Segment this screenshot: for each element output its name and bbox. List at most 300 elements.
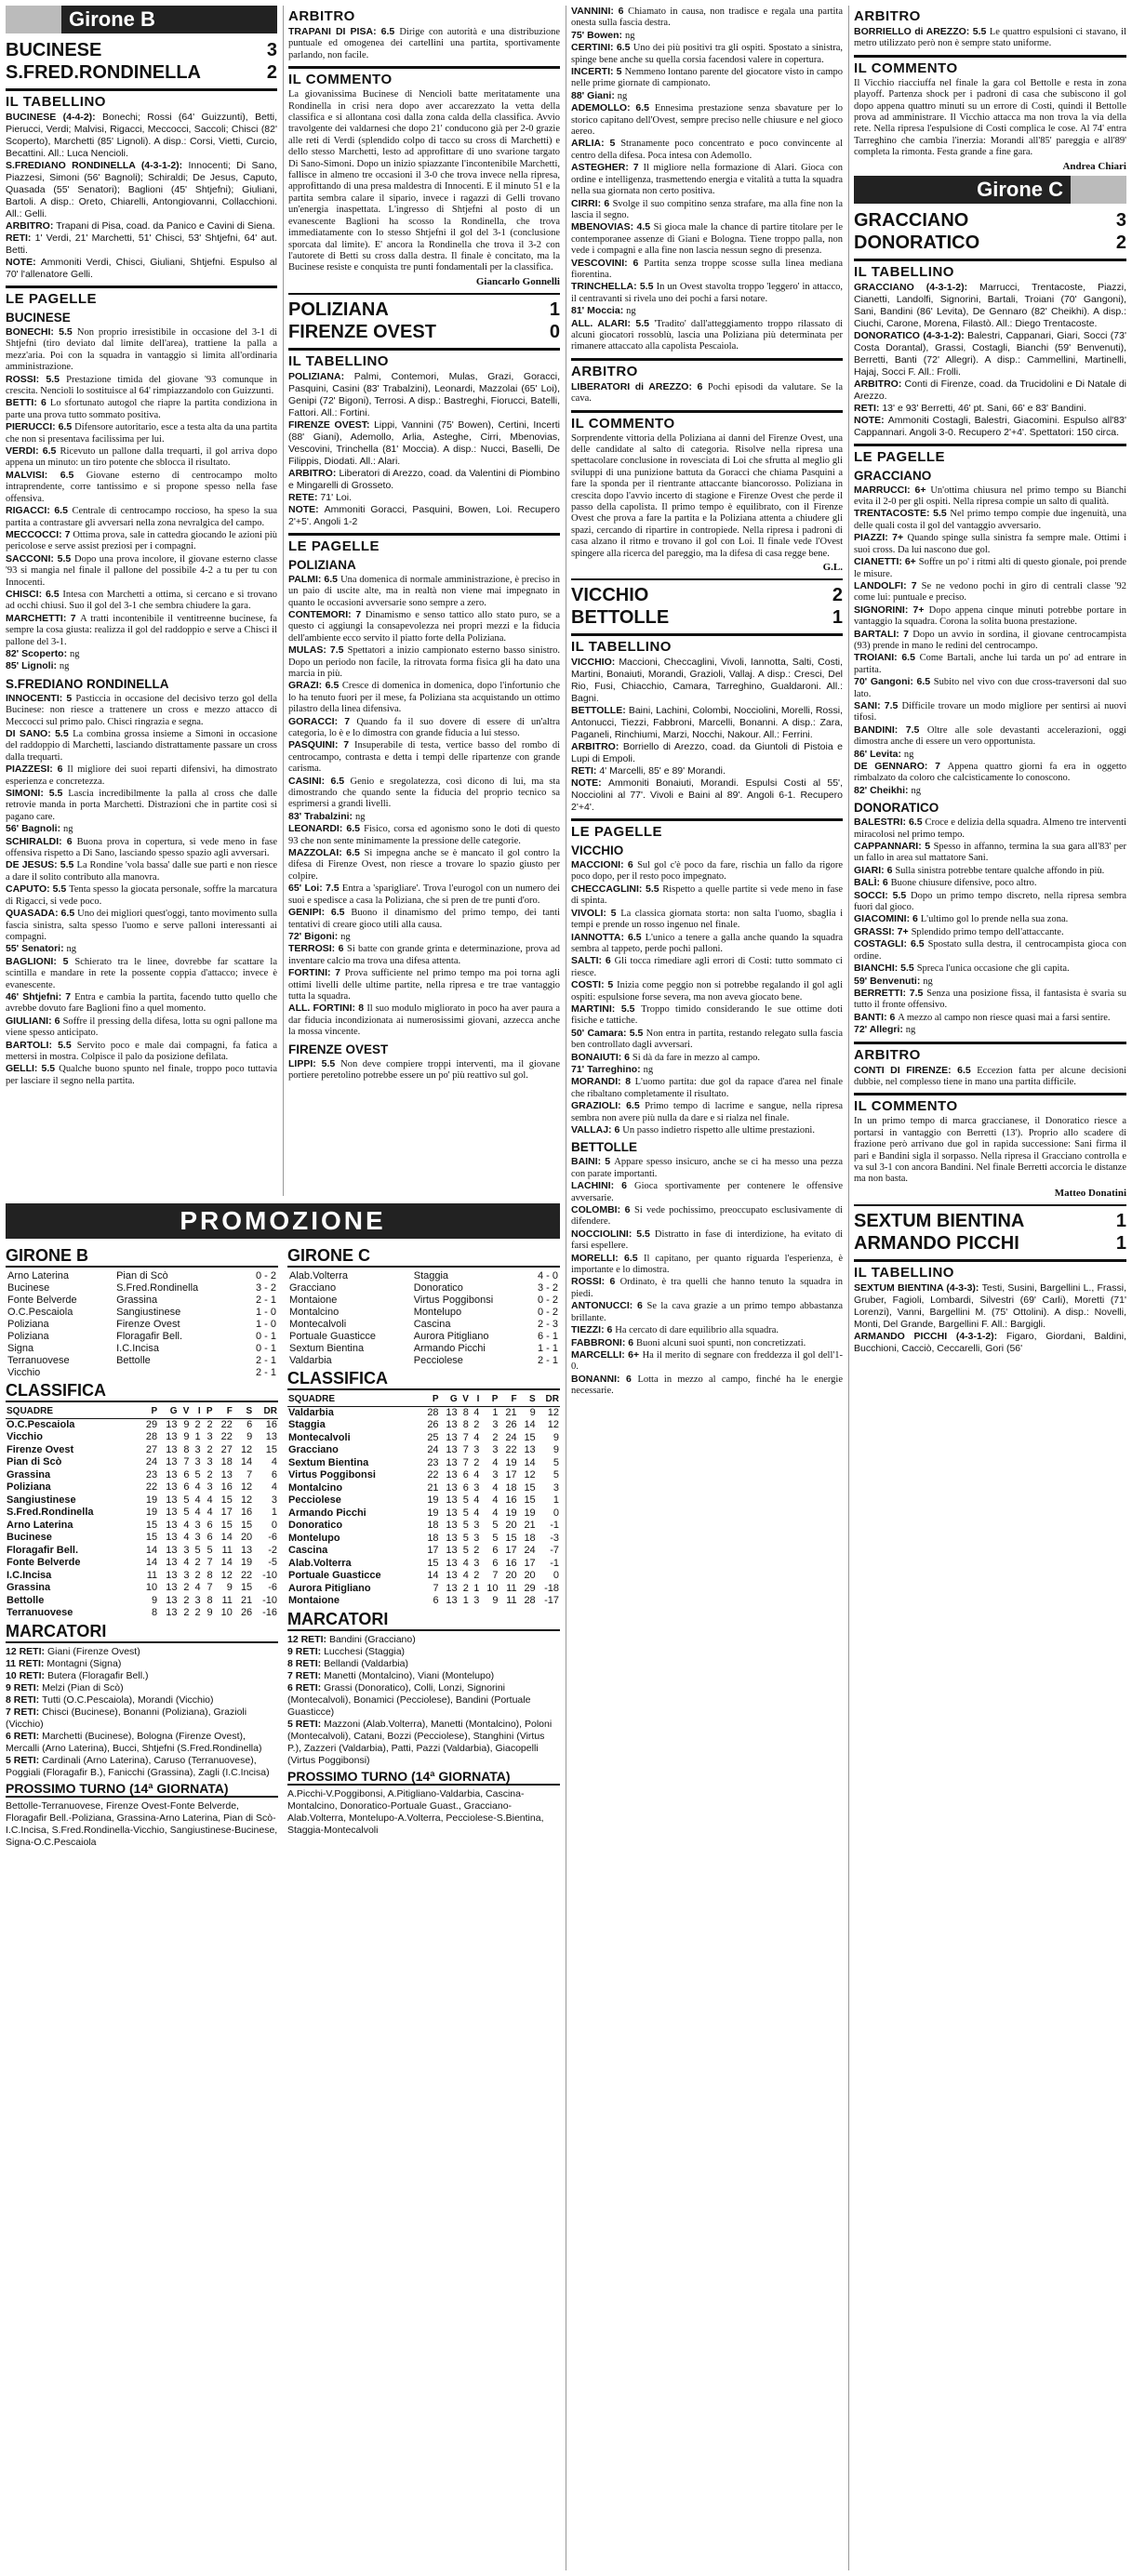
table-cell: Gracciano bbox=[289, 1282, 337, 1294]
results-table bbox=[6, 1270, 278, 1379]
team-heading: POLIZIANA bbox=[288, 557, 356, 572]
table-cell: 14 bbox=[240, 1456, 253, 1467]
column-header: V bbox=[459, 1393, 470, 1406]
entry-text: Spettatori a inizio campionato esterno basso sinistro. Dopo un periodo non facile, la ritrovata forma fisica gli ha dato una marcia in più. bbox=[288, 645, 560, 679]
table-cell: 11 bbox=[221, 1594, 233, 1606]
arbitro-text bbox=[854, 26, 1126, 50]
table-cell: 13 bbox=[446, 1406, 458, 1418]
table-row bbox=[6, 1469, 278, 1482]
table-cell: 8 bbox=[152, 1607, 158, 1618]
table-cell: 4 - 0 bbox=[537, 1270, 558, 1281]
entry bbox=[854, 761, 1126, 785]
entry-text: L'ultimo gol lo prende nella sua zona. bbox=[920, 914, 1069, 925]
commento-heading: IL COMMENTO bbox=[571, 410, 843, 432]
entry-label: NOTE: bbox=[854, 414, 888, 426]
entry bbox=[854, 508, 1126, 532]
table-cell: 3 bbox=[492, 1444, 499, 1455]
table-cell: 23 bbox=[145, 1468, 158, 1481]
entry-text: Sul gol c'è poco da fare, rischia un fallo da rigore poco dopo, per il resto poco impegnato. bbox=[571, 860, 843, 883]
entry-label: CAPPANNARI: 5 bbox=[854, 841, 934, 853]
table-cell: 12 bbox=[240, 1494, 253, 1506]
entry-text: Tutti (O.C.Pescaiola), Morandi (Vicchio) bbox=[42, 1693, 214, 1706]
table-cell: 3 - 2 bbox=[537, 1282, 558, 1294]
entry bbox=[854, 330, 1126, 378]
entry-label: CONTEMORI: 7 bbox=[288, 608, 366, 620]
entry bbox=[6, 648, 277, 660]
entry-text: Tenta spesso la giocata personale, soffre la marcatura di Rigacci, si vede poco. bbox=[6, 884, 277, 907]
entry bbox=[6, 1040, 277, 1064]
entry-label: 72' Bigoni: bbox=[288, 930, 341, 942]
table-row bbox=[287, 1432, 560, 1445]
entry-label: GRACCIANO (4-3-1-2): bbox=[854, 281, 980, 293]
table-cell: Valdarbia bbox=[288, 1406, 334, 1418]
table-cell: 13 bbox=[446, 1520, 458, 1531]
table-cell: I.C.Incisa bbox=[7, 1569, 52, 1581]
entry bbox=[854, 841, 1126, 865]
table-cell: 5 bbox=[553, 1469, 559, 1481]
newspaper-page bbox=[6, 6, 1126, 2570]
entry bbox=[288, 609, 560, 644]
table-cell: 15 bbox=[220, 1494, 233, 1506]
entry bbox=[571, 318, 843, 353]
entry-label: BETTI: 6 bbox=[6, 397, 50, 409]
table-cell: Sangiustinese bbox=[7, 1494, 76, 1506]
results-table bbox=[287, 1270, 560, 1367]
entry bbox=[571, 381, 843, 405]
entry-text: Ennesima prestazione senza sbavature per lo storico capitano dell'Ovest, sempre preciso nelle chiusure e nel gioco aereo. bbox=[571, 103, 843, 138]
entry-text: Butera (Floragafir Bell.) bbox=[47, 1669, 149, 1681]
table-cell: 13 bbox=[265, 1431, 277, 1442]
promozione-banner: PROMOZIONE bbox=[6, 1203, 560, 1239]
table-cell: 3 bbox=[194, 1519, 201, 1531]
table-cell: 15 bbox=[524, 1494, 536, 1506]
table-cell: -6 bbox=[268, 1582, 277, 1593]
entry-text: Baini, Lachini, Colombi, Nocciolini, Morelli, Rossi, Antonucci, Tiezzi, Fabbroni, Marcelli, Bonanni. A disp.: Zara, Paganeli, Rinchiumi, Marzi, Nocchi, Nakour. All.: Ferrini. bbox=[571, 705, 843, 741]
entry bbox=[288, 492, 560, 504]
table-cell: 2 bbox=[194, 1557, 201, 1568]
table-row bbox=[6, 1319, 278, 1331]
table-cell: 25 bbox=[427, 1431, 439, 1443]
entry-text: Genio e sregolatezza, così dicono di lui, ma sta dimostrando che quando sente la fiducia del proprio tecnico sa esprimersi a grandi livelli. bbox=[288, 776, 560, 810]
entry bbox=[6, 553, 277, 589]
table-cell: 7 bbox=[206, 1557, 213, 1568]
table-row bbox=[6, 1557, 278, 1570]
table-row bbox=[6, 1444, 278, 1457]
entry-text: Giani (Firenze Ovest) bbox=[47, 1645, 140, 1657]
team-heading: S.FREDIANO RONDINELLA bbox=[6, 676, 169, 691]
entry-text: Si dà da fare in mezzo al campo. bbox=[632, 1052, 760, 1063]
entry-text: Splendido primo tempo dell'attaccante. bbox=[911, 926, 1064, 937]
table-row bbox=[287, 1295, 560, 1307]
entry bbox=[571, 162, 843, 197]
table-row bbox=[6, 1295, 278, 1307]
entry bbox=[288, 574, 560, 609]
entry-text: ng bbox=[59, 661, 70, 672]
entry bbox=[571, 1028, 843, 1052]
table-cell: 9 bbox=[492, 1595, 499, 1606]
table-cell: 19 bbox=[505, 1507, 517, 1519]
column-header: I bbox=[470, 1393, 480, 1406]
table-row bbox=[287, 1331, 560, 1343]
entry-text: Nel primo tempo compie due ingenuità, una delle quali costa il gol del vantaggio avversario. bbox=[854, 509, 1126, 531]
entry-text: Schierato tra le linee, dovrebbe far scattare la scintilla e mandare in rete la possente coppia d'attacco; invece è evanescente. bbox=[6, 956, 277, 990]
table-cell: 4 bbox=[194, 1582, 201, 1593]
entry bbox=[6, 1016, 277, 1040]
table-cell: 5 bbox=[462, 1520, 469, 1531]
entry bbox=[571, 705, 843, 741]
entry-label: 83' Trabalzini: bbox=[288, 810, 355, 822]
entry-text: Soffre un po' i ritmi alti di questo gionale, poi prende le misure. bbox=[854, 557, 1126, 579]
table-cell: 4 bbox=[492, 1456, 499, 1468]
entry-label: LACHINI: 6 bbox=[571, 1180, 635, 1192]
entry-label: 8 RETI: bbox=[287, 1657, 325, 1669]
table-cell: 10 bbox=[145, 1582, 158, 1593]
entry bbox=[571, 1076, 843, 1100]
entry-label: NOTE: bbox=[6, 257, 41, 268]
ratings-list bbox=[571, 6, 843, 353]
entry-label: ARBITRO: bbox=[288, 467, 340, 479]
table-cell: Firenze Ovest bbox=[7, 1443, 74, 1455]
match-score-home: SEXTUM BIENTINA 1 bbox=[854, 1210, 1126, 1231]
entry-text: ng bbox=[63, 824, 73, 835]
entry-text: Melzi (Pian di Scò) bbox=[42, 1681, 124, 1693]
entry bbox=[854, 700, 1126, 724]
table-cell: 4 bbox=[473, 1469, 480, 1481]
table-cell: 2 bbox=[206, 1443, 213, 1455]
entry-text: Prova sufficiente nel primo tempo ma poi torna agli ottimi livelli delle ultime partite, nella ripresa e tre trae vantaggio tutta la squadra. bbox=[288, 968, 560, 1002]
entry-label: DE GENNARO: 7 bbox=[854, 761, 948, 772]
entry bbox=[6, 693, 277, 728]
entry-text: Prestazione timida del giovane '93 comunque in crescita. Nencioli lo sostituisce al 64' rimpiazzandolo con Guizzunti. bbox=[6, 374, 277, 397]
scorers-list bbox=[287, 1634, 560, 1767]
table-cell: 8 bbox=[206, 1594, 213, 1606]
table-cell: 26 bbox=[505, 1419, 517, 1430]
table-cell: 3 bbox=[183, 1569, 190, 1581]
entry-text: Mazzoni (Alab.Volterra), Manetti (Montalcino), Poloni (Montecalvoli), Catani, Bozzi (Pecciolese), Stanghini (Virtus P.), Zazzeri (Valdarbia), Patti, Pazzi (Valdarbia), Giacopelli (Virtus Poggibonsi) bbox=[287, 1718, 553, 1766]
entry-text: Dopo appena cinque minuti potrebbe portare in vantaggio la squadra. Corona la solita buona prestazione. bbox=[854, 604, 1126, 628]
entry-text: Ha il merito di segnare con freddezza il gol dell'1-0. bbox=[571, 1349, 843, 1373]
table-cell: 15 bbox=[427, 1557, 439, 1569]
entry-label: BONANNI: 6 bbox=[571, 1373, 638, 1385]
table-cell: 12 bbox=[240, 1443, 253, 1455]
entry-label: SIMONI: 5.5 bbox=[6, 788, 69, 800]
entry bbox=[571, 741, 843, 765]
table-cell: 7 bbox=[492, 1570, 499, 1581]
entry bbox=[571, 1324, 843, 1336]
entry-label: BERRETTI: 7.5 bbox=[854, 987, 927, 999]
table-cell: 13 bbox=[446, 1570, 458, 1581]
ratings-list bbox=[288, 574, 560, 1039]
table-cell: -10 bbox=[262, 1594, 277, 1606]
entry bbox=[571, 1300, 843, 1324]
entry-label: SEXTUM BIENTINA (4-3-3): bbox=[854, 1281, 982, 1294]
entry-label: 7 RETI: bbox=[287, 1669, 325, 1681]
entry bbox=[6, 613, 277, 648]
table-cell: 2 bbox=[194, 1607, 201, 1618]
table-cell: 3 bbox=[206, 1481, 213, 1493]
marcatori-title: MARCATORI bbox=[287, 1610, 560, 1631]
entry-text: Buone chiusure difensive, poco altro. bbox=[890, 878, 1037, 889]
table-cell: 17 bbox=[220, 1507, 233, 1518]
column-4 bbox=[854, 6, 1126, 2570]
table-cell: 5 bbox=[194, 1544, 201, 1556]
table-cell: 6 bbox=[271, 1468, 277, 1481]
table-cell: 15 bbox=[145, 1519, 158, 1531]
table-cell: Donoratico bbox=[288, 1520, 343, 1531]
entry-text: Grassi (Donoratico), Colli, Lonzi, Signorini (Montecalvoli), Bonamici (Pecciolese), Bandini (Portuale Guasticce) bbox=[287, 1681, 531, 1718]
table-cell: 9 bbox=[246, 1431, 253, 1442]
table-cell: 5 bbox=[183, 1507, 190, 1518]
classifica-title: CLASSIFICA bbox=[6, 1381, 278, 1402]
entry bbox=[6, 397, 277, 421]
arbitro-text bbox=[288, 26, 560, 61]
entry bbox=[6, 112, 277, 160]
entry-label: ARBITRO: bbox=[6, 220, 57, 232]
entry-label: 75' Bowen: bbox=[571, 29, 625, 41]
table-cell: Sextum Bientina bbox=[289, 1343, 365, 1354]
entry-label: ARBITRO: bbox=[571, 741, 623, 753]
entry-label: VERDI: 6.5 bbox=[6, 445, 60, 458]
entry-label: RETI: bbox=[6, 232, 35, 244]
table-cell: 16 bbox=[265, 1418, 277, 1430]
entry bbox=[571, 1180, 843, 1204]
entry bbox=[6, 160, 277, 220]
entry-label: QUASADA: 6.5 bbox=[6, 908, 78, 920]
entry bbox=[854, 604, 1126, 629]
entry bbox=[288, 419, 560, 468]
table-cell: 10 bbox=[486, 1582, 499, 1594]
entry-label: 5 RETI: bbox=[287, 1718, 325, 1730]
entry-label: 86' Levita: bbox=[854, 748, 904, 760]
entry-text: Bandini (Gracciano) bbox=[328, 1633, 416, 1645]
entry bbox=[6, 232, 277, 257]
entry-text: Rispetto a quelle partite si vede meno in fase di spinta. bbox=[571, 883, 843, 907]
entry bbox=[571, 955, 843, 979]
entry bbox=[571, 1156, 843, 1180]
entry-text: Oltre alle sole devastanti accelerazioni, oggi dimostra anche di essere un vero opportunista. bbox=[854, 724, 1126, 748]
table-cell: Signa bbox=[7, 1343, 34, 1354]
entry bbox=[6, 883, 277, 908]
arbitro-heading: ARBITRO bbox=[854, 1042, 1126, 1063]
entry bbox=[571, 1124, 843, 1136]
table-cell: 2 bbox=[492, 1431, 499, 1443]
entry-text: Le quattro espulsioni ci stavano, il metro utilizzato però non è sempre stato uniforme. bbox=[854, 27, 1126, 49]
entry-label: MARRUCCI: 6+ bbox=[854, 484, 931, 496]
table-cell: 6 bbox=[206, 1532, 213, 1543]
entry-label: MORELLI: 6.5 bbox=[571, 1252, 644, 1264]
table-row bbox=[6, 1607, 278, 1620]
entry-label: 55' Senatori: bbox=[6, 943, 67, 955]
table-cell: Bettolle bbox=[7, 1594, 45, 1606]
table-cell: Floragafir Bell. bbox=[116, 1331, 183, 1342]
table-cell: 3 bbox=[194, 1532, 201, 1543]
entry-text: Liberatori di Arezzo, coad. da Valentini di Piombino e Mingarelli di Grosseto. bbox=[288, 467, 560, 491]
table-cell: 4 bbox=[492, 1507, 499, 1519]
entry-text: Intesa con Marchetti a ottima, si cercano e si trovano ad occhi chiusi. Suo il gol del 3-1 che sembra chiudere la gara. bbox=[6, 589, 277, 612]
table-cell: Staggia bbox=[413, 1270, 449, 1281]
entry bbox=[571, 102, 843, 138]
entry bbox=[6, 956, 277, 991]
entry-text: Ottima prova, sale in cattedra giocando le azioni più pericolose e serve assist preziosi per i compagni. bbox=[6, 529, 277, 552]
entry-label: GRAZIOLI: 6.5 bbox=[571, 1100, 646, 1112]
entry-text: Il capitano, per quanto riguarda l'esperienza, è importante e lo dimostra. bbox=[571, 1253, 843, 1276]
entry-text: Trapani di Pisa, coad. da Panico e Cavini di Siena. bbox=[56, 220, 275, 232]
table-cell: Cascina bbox=[288, 1545, 328, 1556]
entry-text: Ammoniti Bonaiuti, Morandi. Espulsi Costi al 55', Nocciolini al 77'. Vivoli e Baini al 89'. Angoli 6-1. Recupero 2'+4'. bbox=[571, 777, 843, 814]
table-cell: 2 bbox=[194, 1569, 201, 1581]
table-cell: 4 bbox=[492, 1494, 499, 1506]
table-cell: 1 bbox=[473, 1582, 480, 1594]
girone-b-standings bbox=[6, 1244, 278, 1849]
table-cell: 7 bbox=[462, 1444, 469, 1455]
classifica-title: CLASSIFICA bbox=[287, 1369, 560, 1390]
table-cell: 29 bbox=[145, 1418, 158, 1430]
entry-label: 6 RETI: bbox=[6, 1730, 43, 1742]
table-row bbox=[287, 1444, 560, 1457]
table-cell: Arno Laterina bbox=[7, 1270, 70, 1281]
entry bbox=[288, 883, 560, 907]
entry-label: GIACOMINI: 6 bbox=[854, 913, 921, 925]
entry bbox=[571, 1064, 843, 1076]
table-cell: 2 bbox=[473, 1545, 480, 1556]
table-cell: S.Fred.Rondinella bbox=[116, 1282, 199, 1294]
entry-text: Si impegna anche se è mancato il gol contro la difesa di Firenze Ovest, non riesce a trovare lo spazio giusto per colpire. bbox=[288, 848, 560, 882]
commento-heading: IL COMMENTO bbox=[288, 66, 560, 87]
table-cell: 7 bbox=[462, 1456, 469, 1468]
entry bbox=[6, 764, 277, 788]
entry bbox=[854, 403, 1126, 415]
table-cell: 9 bbox=[553, 1431, 559, 1443]
entry-label: ROSSI: 5.5 bbox=[6, 373, 67, 385]
table-cell: 5 bbox=[492, 1532, 499, 1544]
table-cell: 7 bbox=[183, 1456, 190, 1467]
table-cell: 4 bbox=[183, 1519, 190, 1531]
ratings-list bbox=[854, 485, 1126, 798]
author-signature: Matteo Donatini bbox=[1054, 1187, 1126, 1199]
table-cell: 15 bbox=[145, 1532, 158, 1543]
entry bbox=[854, 532, 1126, 556]
table-cell: 12 bbox=[220, 1569, 233, 1581]
entry bbox=[6, 1706, 278, 1731]
entry-text: Stranamente poco concentrato e poco convincente al centro della difesa. Poca intesa con Ademollo. bbox=[571, 139, 843, 161]
entry-text: Gioca sportivamente per contenere le offensive avversarie. bbox=[571, 1181, 843, 1203]
table-row bbox=[6, 1355, 278, 1367]
entry-label: PIAZZI: 7+ bbox=[854, 532, 908, 544]
entry bbox=[854, 890, 1126, 914]
entry-text: Marchetti (Bucinese), Bologna (Firenze Ovest), Mercalli (Arno Laterina), Bucci, Shtjefni (S.Fred.Rondinella) bbox=[6, 1730, 262, 1754]
entry bbox=[854, 1012, 1126, 1024]
entry-label: GENIPI: 6.5 bbox=[288, 907, 352, 919]
entry-text: Non deve compiere troppi interventi, ma il giovane portiere peretolino potrebbe essere un po' più reattivo sul gol. bbox=[288, 1058, 560, 1081]
table-cell: 0 - 2 bbox=[537, 1295, 558, 1306]
entry-text: Primo tempo di lacrime e sangue, nella ripresa sembra non avere più nulla da dare e si rialza nel finale. bbox=[571, 1101, 843, 1123]
entry-text: Ammoniti Costagli, Balestri, Giacomini. Espulso all'83' Cappannari. Angoli 3-0. Recupero 2'+4'. Spettatori: 150 circa. bbox=[854, 414, 1126, 438]
table-cell: 15 bbox=[240, 1582, 253, 1593]
table-cell: 11 bbox=[221, 1544, 233, 1556]
column-header: G bbox=[158, 1405, 178, 1418]
table-row bbox=[6, 1520, 278, 1533]
entry-text: Maccioni, Checcaglini, Vivoli, Iannotta, Salti, Costi, Martini, Bonaiuti, Morandi, Graziolі, Vallaj. A disp.: Cresci, Del Rio, Fusi, Chiacchio, Camara, Tarreghino, Gualdaroni. All.: Bagni. bbox=[571, 657, 843, 705]
table-cell: 22 bbox=[220, 1418, 233, 1430]
table-cell: 4 bbox=[206, 1507, 213, 1518]
team-heading: GRACCIANO bbox=[854, 468, 932, 483]
table-cell: 24 bbox=[427, 1444, 439, 1455]
table-cell: 0 - 2 bbox=[537, 1307, 558, 1318]
entry bbox=[6, 374, 277, 398]
entry-text: Spesso in affanno, termina la sua gara all'83' per un fallo in area sul mattatore Sani. bbox=[854, 842, 1126, 864]
entry bbox=[571, 66, 843, 90]
table-row bbox=[6, 1595, 278, 1608]
table-cell: 7 bbox=[433, 1582, 439, 1594]
table-cell: 8 bbox=[206, 1569, 213, 1581]
table-row bbox=[6, 1282, 278, 1295]
entry-label: GORACCI: 7 bbox=[288, 715, 357, 727]
entry-text: A tratti incontenibile il ventitreenne bucinese, fa sempre la cosa giusta: realizza il gol del raddoppio e serve a Chisci il pallone del 3-1. bbox=[6, 613, 277, 647]
entry-label: GRASSI: 7+ bbox=[854, 925, 912, 937]
table-cell: 21 bbox=[427, 1481, 439, 1494]
table-cell: Pian di Scò bbox=[116, 1270, 168, 1281]
table-row bbox=[6, 1343, 278, 1355]
entry-text: Partita senza troppe scosse sulla linea mediana fiorentina. bbox=[571, 258, 843, 280]
entry-label: BORRIELLO di AREZZO: 5.5 bbox=[854, 26, 990, 37]
standings-table bbox=[6, 1405, 278, 1620]
entry-label: MACCIONI: 6 bbox=[571, 859, 638, 871]
table-cell: 0 - 1 bbox=[255, 1331, 276, 1342]
entry-label: COSTAGLI: 6.5 bbox=[854, 938, 928, 950]
table-row bbox=[6, 1456, 278, 1469]
entry-label: 11 RETI: bbox=[6, 1657, 47, 1669]
table-cell: 11 bbox=[506, 1582, 517, 1594]
table-cell: 6 bbox=[462, 1481, 469, 1494]
entry-text: Eccezion fatta per alcune decisioni dubbie, nel complesso tiene in mano una partita difficile. bbox=[854, 1065, 1126, 1087]
tabellino bbox=[571, 657, 843, 814]
table-cell: 14 bbox=[524, 1419, 536, 1430]
entry-label: INCERTI: 5 bbox=[571, 66, 625, 78]
table-cell: Montecalvoli bbox=[289, 1319, 347, 1330]
entry-label: 88' Giani: bbox=[571, 89, 618, 101]
entry-label: VICCHIO: bbox=[571, 657, 619, 669]
entry-text: Spreca l'unica occasione che gli capita. bbox=[916, 963, 1070, 975]
entry bbox=[6, 1658, 278, 1670]
ratings-list bbox=[288, 1058, 560, 1082]
entry-label: ADEMOLLO: 6.5 bbox=[571, 102, 655, 114]
entry bbox=[571, 908, 843, 932]
table-cell: 13 bbox=[446, 1557, 458, 1569]
table-row bbox=[6, 1307, 278, 1319]
entry-label: 12 RETI: bbox=[287, 1633, 329, 1645]
table-row bbox=[287, 1406, 560, 1419]
entry bbox=[854, 282, 1126, 330]
table-cell: 22 bbox=[240, 1569, 253, 1581]
column-3 bbox=[571, 6, 843, 2570]
entry-text: Pasticcia in occasione del decisivo terzo gol della Bucinese: non riesce a trattenere un cross e mezzo attacco di Meccocci sul primo palo. Chisci ringrazia e segna. bbox=[6, 693, 277, 727]
table-cell: 13 bbox=[446, 1507, 458, 1519]
pagelle-heading: LE PAGELLE bbox=[6, 285, 277, 307]
tabellino bbox=[854, 1282, 1126, 1355]
entry-text: Balestri, Cappanari, Giari, Socci (73' Costa Dorantal), Grassi, Costagli, Bianchi (59' Benvenuti), Berretti, Banti (72' Allegri). A disp.: Cammellini, Martinelli, Hajaj, Socci F. All.: Frolli. bbox=[854, 329, 1126, 378]
table-cell: Armando Picchi bbox=[413, 1343, 486, 1354]
table-cell: Armando Picchi bbox=[288, 1507, 366, 1519]
match-score-away: FIRENZE OVEST 0 bbox=[288, 321, 560, 342]
table-cell: 12 bbox=[547, 1406, 559, 1418]
entry bbox=[288, 943, 560, 967]
entry bbox=[571, 1349, 843, 1374]
table-cell: 28 bbox=[524, 1595, 536, 1606]
entry bbox=[854, 785, 1126, 797]
table-cell: 27 bbox=[220, 1443, 233, 1455]
table-row bbox=[6, 1418, 278, 1431]
table-cell: 13 bbox=[166, 1544, 178, 1556]
